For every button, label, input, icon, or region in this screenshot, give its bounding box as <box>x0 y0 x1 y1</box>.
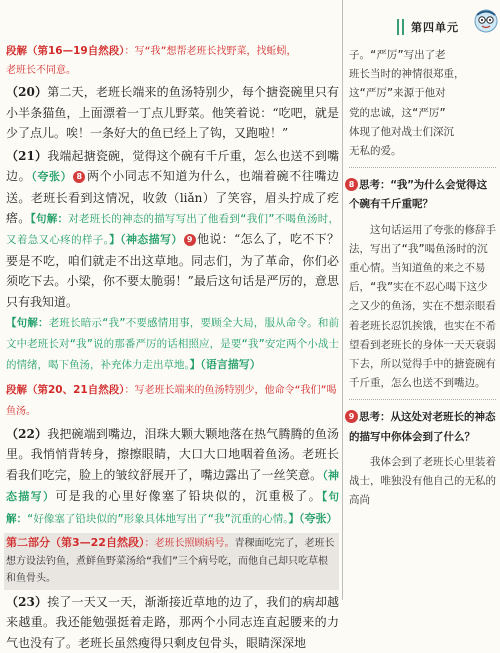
sentence-analysis: 【句解：“好像塞了铅块似的”形象具体地写出了“我”沉重的心情。】 <box>6 491 339 525</box>
section-note: ：写老班长端来的鱼汤特别少，他命令“我们”喝鱼汤。 <box>6 385 337 417</box>
dotted-divider <box>349 167 496 168</box>
part-label: 第二部分（第3—22自然段） <box>6 536 144 549</box>
annotation-sidebar <box>349 0 496 600</box>
think-label: 思考： <box>359 179 391 191</box>
rhetoric-tag: （神态描写） <box>6 469 339 504</box>
question-text: “我”为什么会觉得这个碗有千斤重呢？ <box>349 179 487 210</box>
dotted-divider <box>349 399 496 400</box>
section-label: 段解（第20、21自然段） <box>6 384 124 396</box>
paragraph-22 <box>6 424 339 530</box>
think-question-9 <box>349 408 496 446</box>
unit-title: 第四单元 <box>411 19 459 35</box>
section-summary-20-21 <box>6 380 339 422</box>
paragraph-number: （21） <box>6 149 47 163</box>
question-text: 从这处对老班长的神态的描写中你体会到了什么？ <box>349 411 496 442</box>
paragraph-text: 可是我的心里好像塞了铅块似的，沉重极了。 <box>55 489 322 503</box>
part-summary-text: 青稞面吃完了，老班长想方设法钓鱼，煮鲜鱼野菜汤给“我们”三个病号吃，而他自己却只吃草根和鱼骨头。 <box>6 538 334 584</box>
rhetoric-tag: （夸张） <box>299 512 338 525</box>
answer-9: 我体会到了老班长心里装着战士，唯独没有他自己的无私的高尚 <box>349 453 496 511</box>
annotation-marker-8[interactable]: 8 <box>73 171 85 183</box>
paragraph-text: 他说：“怎么了，吃不下？要是不吃，咱们就走不出这草地。同志们，为了革命，你们必须吃下去。小梁，你不要太脆弱！”最后这句话是严厉的，意思只有我知道。 <box>6 232 339 309</box>
annotation-marker-9[interactable]: 9 <box>184 234 196 246</box>
main-text-column <box>6 0 339 600</box>
rhetoric-tag: （语言描写） <box>200 358 261 371</box>
paragraph-number: （23） <box>6 595 47 609</box>
section-label: 段解（第16—19自然段） <box>6 45 124 57</box>
answer-8: 这句话运用了夸张的修辞手法，写出了“我”喝鱼汤时的沉重心情。当知道鱼的来之不易后，“我”实在不忍心喝下这少之又少的鱼汤，实在不想亲眼看着老班长忍饥挨饿，也实在不希望看到老班长的身体一天天衰弱下去，所以觉得手中的搪瓷碗有千斤重，怎么也送不到嘴边。 <box>349 221 496 394</box>
column-divider <box>342 0 343 600</box>
paragraph-number: （20） <box>6 85 47 99</box>
paragraph-21 <box>6 146 339 376</box>
paragraph-text: 第二天，老班长端来的鱼汤特别少，每个搪瓷碗里只有小半条猫鱼，上面漂着一丁点儿野菜。他笑着说：“吃吧，就是少了点儿。唉！一条好大的鱼已经上了钩，又跑啦！” <box>6 85 339 140</box>
section-note: ：写“我”想帮老班长找野菜，找蚯蚓， <box>124 46 296 57</box>
sentence-analysis: 【句解：对老班长的神态的描写写出了他看到“我们”不喝鱼汤时，又着急又心疼的样子。】 <box>6 213 339 246</box>
paragraph-20 <box>6 82 339 144</box>
think-label: 思考： <box>359 411 391 423</box>
rhetoric-tag: （夸张） <box>31 170 72 183</box>
paragraph-number: （22） <box>6 427 47 441</box>
question-marker-8[interactable]: 8 <box>345 178 358 191</box>
paragraph-text: 挨了一天又一天，渐渐接近草地的边了，我们的病却越来越重。我还能勉强挺着走路，那两个小同志连直起腰来的力气也没有了。老班长虽然瘦得只剩皮包骨头，眼睛深深地 <box>6 595 339 650</box>
section-note-line2: 老班长不同意。 <box>6 62 339 80</box>
paragraph-23 <box>6 592 339 653</box>
sidebar-continued-note: 子。“严厉”写出了老 班长当时的神情很郑重， 这“严厉”来源于他对 党的忠诚，这“严厉” 体现了他对战士们深沉 无私的爱。 <box>349 46 496 161</box>
paragraph-text: 两个小同志不知道为什么，也端着碗不往嘴边送。老班长看到这情况，收敛（liǎn）了笑容，眉头拧成了疙瘩。 <box>6 169 339 225</box>
think-question-8 <box>349 176 496 214</box>
part-two-summary <box>4 533 339 590</box>
section-summary-16-19 <box>6 41 339 80</box>
rhetoric-tag: （神态描写） <box>120 233 183 246</box>
part-note: ：老班长照顾病号。 <box>144 538 234 549</box>
sentence-analysis: 【句解：老班长暗示“我”不要感情用事，要顾全大局，服从命令。和前文中老班长对“我”说的那番严厉的话相照应，是要“我”安定两个小战士的情绪，喝下鱼汤，补充体力走出草地。】 <box>6 317 339 371</box>
paragraph-text: 我端起搪瓷碗，觉得这个碗有千斤重，怎么也送不到嘴边。 <box>6 149 339 184</box>
paragraph-text: 我把碗端到嘴边，泪珠大颗大颗地落在热气腾腾的鱼汤里。我悄悄背转身，擦擦眼睛，大口大口地咽着鱼汤。老班长看我们吃完，脸上的皱纹舒展开了，嘴边露出了一丝笑意。 <box>6 427 339 482</box>
question-marker-9[interactable]: 9 <box>345 410 358 423</box>
